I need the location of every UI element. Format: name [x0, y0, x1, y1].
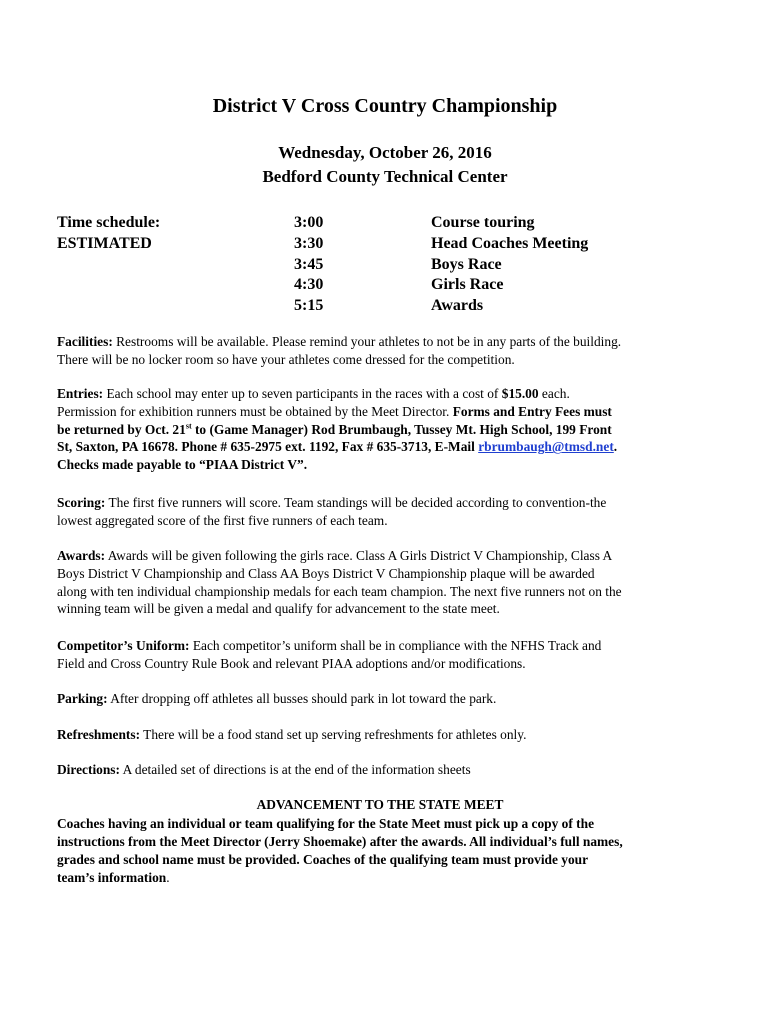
- directions-text: A detailed set of directions is at the end of the information sheets: [119, 762, 471, 777]
- schedule-event: Boys Race: [431, 255, 502, 273]
- schedule-label: Time schedule:: [57, 214, 161, 231]
- entries-label: Entries:: [57, 386, 104, 401]
- refreshments-text: There will be a food stand set up serving refreshments for athletes only.: [140, 727, 527, 742]
- date-suffix: st: [185, 421, 192, 431]
- entries-deadline-text: be returned by Oct. 21: [57, 421, 186, 437]
- awards-text: Awards will be given following the girls race. Class A Girls District V Championship, Class A: [105, 548, 613, 563]
- uniform-label: Competitor’s Uniform:: [57, 638, 190, 653]
- event-location: Bedford County Technical Center: [262, 167, 508, 186]
- scoring-text: lowest aggregated score of the first five runners of each team.: [57, 512, 388, 528]
- awards-text: winning team will be given a medal and qualify for advancement to the state meet.: [57, 601, 500, 617]
- awards-label: Awards:: [57, 548, 106, 563]
- awards-section: [57, 547, 717, 618]
- uniform-section: [57, 637, 717, 673]
- advancement-heading: ADVANCEMENT TO THE STATE MEET: [256, 797, 504, 812]
- schedule-event: Head Coaches Meeting: [431, 234, 589, 252]
- schedule-time: 3:45: [294, 255, 324, 273]
- entries-section: [57, 385, 717, 474]
- entries-text: each.: [538, 386, 570, 401]
- directions-section: [57, 761, 717, 779]
- uniform-text: Field and Cross Country Rule Book and relevant PIAA adoptions and/or modifications.: [57, 655, 526, 671]
- email-link[interactable]: rbrumbaugh@tmsd.net: [478, 439, 614, 455]
- schedule-events: [431, 213, 588, 317]
- schedule-times: [294, 213, 323, 317]
- scoring-label: Scoring:: [57, 495, 106, 510]
- entries-deadline-text: Forms and Entry Fees must: [452, 403, 612, 419]
- awards-text: along with ten individual championship medals for each team champion. The next five runners not on the: [57, 583, 622, 599]
- entries-contact-text: St, Saxton, PA 16678. Phone # 635-2975 ext. 1192, Fax # 635-3713, E-Mail: [57, 439, 479, 455]
- refreshments-section: [57, 726, 717, 744]
- facilities-text: There will be no locker room so have your athletes come dressed for the competition.: [57, 351, 515, 367]
- schedule-time: 4:30: [294, 276, 324, 294]
- advancement-period: .: [166, 870, 170, 885]
- uniform-text: Each competitor’s uniform shall be in compliance with the NFHS Track and: [189, 638, 602, 653]
- document-title: District V Cross Country Championship: [212, 95, 558, 117]
- entry-fee: $15.00: [501, 386, 539, 401]
- parking-label: Parking:: [57, 691, 108, 706]
- schedule-estimated-label: ESTIMATED: [57, 234, 152, 252]
- refreshments-label: Refreshments:: [57, 727, 141, 742]
- schedule-event: Course touring: [431, 214, 535, 231]
- facilities-text: Restrooms will be available. Please remind your athletes to not be in any parts of the building.: [112, 334, 622, 349]
- entries-checks-text: Checks made payable to “PIAA District V”.: [57, 457, 308, 473]
- facilities-label: Facilities:: [57, 334, 113, 349]
- entries-deadline-text: to (Game Manager) Rod Brumbaugh, Tussey Mt. High School, 199 Front: [191, 421, 612, 437]
- schedule-labels: [57, 213, 160, 255]
- advancement-text: team’s information: [57, 870, 167, 885]
- directions-label: Directions:: [57, 762, 120, 777]
- parking-section: [57, 690, 717, 708]
- entries-contact-text: .: [613, 439, 618, 455]
- advancement-text: instructions from the Meet Director (Jerry Shoemake) after the awards. All individual’s full names,: [57, 834, 623, 849]
- entries-text: Permission for exhibition runners must be obtained by the Meet Director.: [57, 403, 453, 419]
- scoring-section: [57, 494, 717, 530]
- event-date: Wednesday, October 26, 2016: [278, 143, 492, 162]
- schedule-time: 5:15: [294, 297, 324, 315]
- facilities-section: [57, 333, 717, 369]
- entries-text: Each school may enter up to seven participants in the races with a cost of: [103, 386, 502, 401]
- schedule-event: Girls Race: [431, 276, 504, 294]
- schedule-time: 3:00: [294, 214, 324, 231]
- advancement-section: [57, 815, 717, 887]
- awards-text: Boys District V Championship and Class AA Boys District V Championship plaque will be awarded: [57, 565, 595, 581]
- scoring-text: The first five runners will score. Team standings will be decided according to convention-the: [105, 495, 607, 510]
- parking-text: After dropping off athletes all busses should park in lot toward the park.: [107, 691, 497, 706]
- advancement-text: Coaches having an individual or team qualifying for the State Meet must pick up a copy of the: [57, 816, 595, 831]
- advancement-text: grades and school name must be provided. Coaches of the qualifying team must provide your: [57, 852, 589, 867]
- schedule-event: Awards: [431, 297, 484, 315]
- schedule-time: 3:30: [294, 234, 324, 252]
